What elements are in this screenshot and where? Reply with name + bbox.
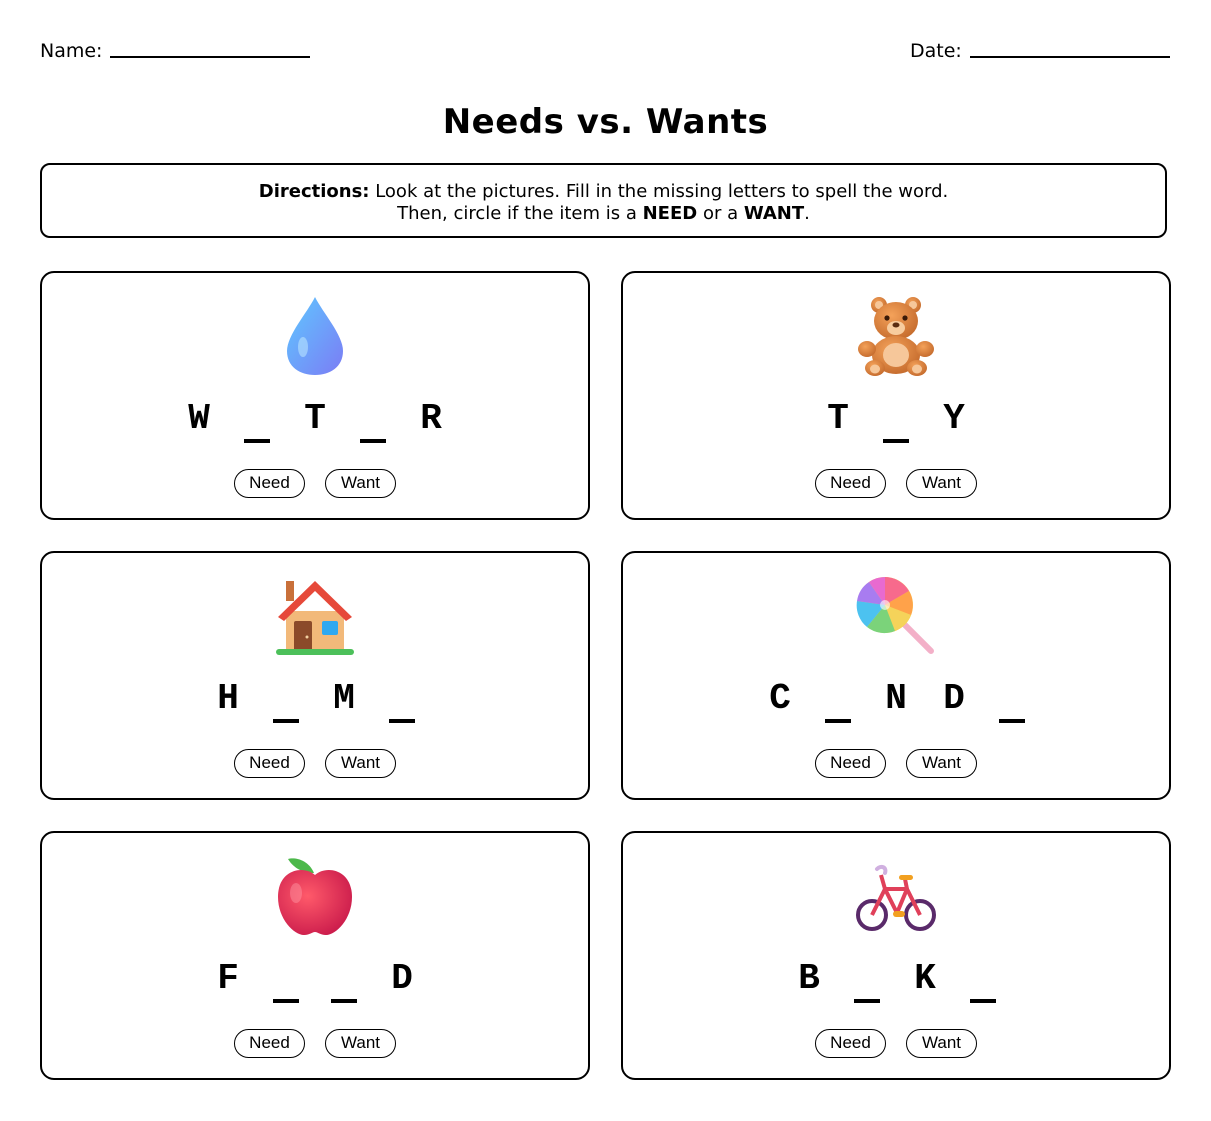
letter: D [943, 678, 965, 719]
letter: M [333, 678, 355, 719]
directions-label: Directions: [258, 181, 370, 202]
want-choice[interactable]: Want [906, 469, 977, 498]
word-card-2 [621, 271, 1171, 520]
letter: N [885, 678, 907, 719]
bicycle-icon [623, 855, 1169, 937]
letter: R [420, 398, 442, 439]
choices [623, 1029, 1169, 1058]
date-field [910, 40, 1170, 62]
need-choice[interactable]: Need [234, 1029, 305, 1058]
name-label: Name: [40, 40, 103, 62]
letter: F [217, 958, 239, 999]
want-choice[interactable]: Want [325, 469, 396, 498]
word-card-5 [40, 831, 590, 1080]
word-card-1 [40, 271, 590, 520]
word-letters [42, 958, 588, 1011]
word-letters [42, 678, 588, 731]
name-line[interactable] [110, 56, 310, 58]
teddy-bear-icon [623, 295, 1169, 377]
choices [42, 469, 588, 498]
letter-blank[interactable] [257, 681, 315, 727]
choices [623, 469, 1169, 498]
directions-text-1: Look at the pictures. Fill in the missing letters to spell the word. [369, 181, 949, 202]
water-drop-icon [42, 295, 588, 377]
directions-text-2a: Then, circle if the item is a [397, 203, 643, 224]
need-choice[interactable]: Need [234, 469, 305, 498]
letter-blank[interactable] [344, 401, 402, 447]
directions-text-2b: or a [697, 203, 744, 224]
word-card-6 [621, 831, 1171, 1080]
need-choice[interactable]: Need [815, 1029, 886, 1058]
letter-blank[interactable] [838, 961, 896, 1007]
letter: B [798, 958, 820, 999]
letter: D [391, 958, 413, 999]
letter-blank[interactable] [257, 961, 315, 1007]
directions-box [40, 163, 1167, 238]
letter: C [769, 678, 791, 719]
house-icon [42, 575, 588, 657]
letter-blank[interactable] [228, 401, 286, 447]
apple-icon [42, 855, 588, 937]
word-card-4 [621, 551, 1171, 800]
letter-blank[interactable] [373, 681, 431, 727]
letter-blank[interactable] [315, 961, 373, 1007]
directions-line-2 [42, 203, 1165, 225]
date-line[interactable] [970, 56, 1170, 58]
date-label: Date: [910, 40, 962, 62]
word-letters [623, 398, 1169, 451]
directions-want: WANT [743, 203, 805, 224]
choices [42, 1029, 588, 1058]
word-letters [623, 958, 1169, 1011]
letter: T [827, 398, 849, 439]
need-choice[interactable]: Need [234, 749, 305, 778]
directions-text-2c: . [804, 203, 810, 224]
name-field [40, 40, 310, 62]
letter: K [914, 958, 936, 999]
letter-blank[interactable] [954, 961, 1012, 1007]
choices [42, 749, 588, 778]
word-letters [623, 678, 1169, 731]
want-choice[interactable]: Want [906, 749, 977, 778]
letter-blank[interactable] [983, 681, 1041, 727]
letter: H [217, 678, 239, 719]
directions-need: NEED [642, 203, 698, 224]
page-title: Needs vs. Wants [442, 102, 769, 142]
letter: W [188, 398, 210, 439]
choices [623, 749, 1169, 778]
lollipop-icon [623, 575, 1169, 657]
letter-blank[interactable] [809, 681, 867, 727]
word-letters [42, 398, 588, 451]
need-choice[interactable]: Need [815, 749, 886, 778]
letter: Y [943, 398, 965, 439]
letter: T [304, 398, 326, 439]
want-choice[interactable]: Want [325, 1029, 396, 1058]
directions-line-1 [42, 181, 1165, 203]
word-card-3 [40, 551, 590, 800]
want-choice[interactable]: Want [906, 1029, 977, 1058]
letter-blank[interactable] [867, 401, 925, 447]
want-choice[interactable]: Want [325, 749, 396, 778]
need-choice[interactable]: Need [815, 469, 886, 498]
